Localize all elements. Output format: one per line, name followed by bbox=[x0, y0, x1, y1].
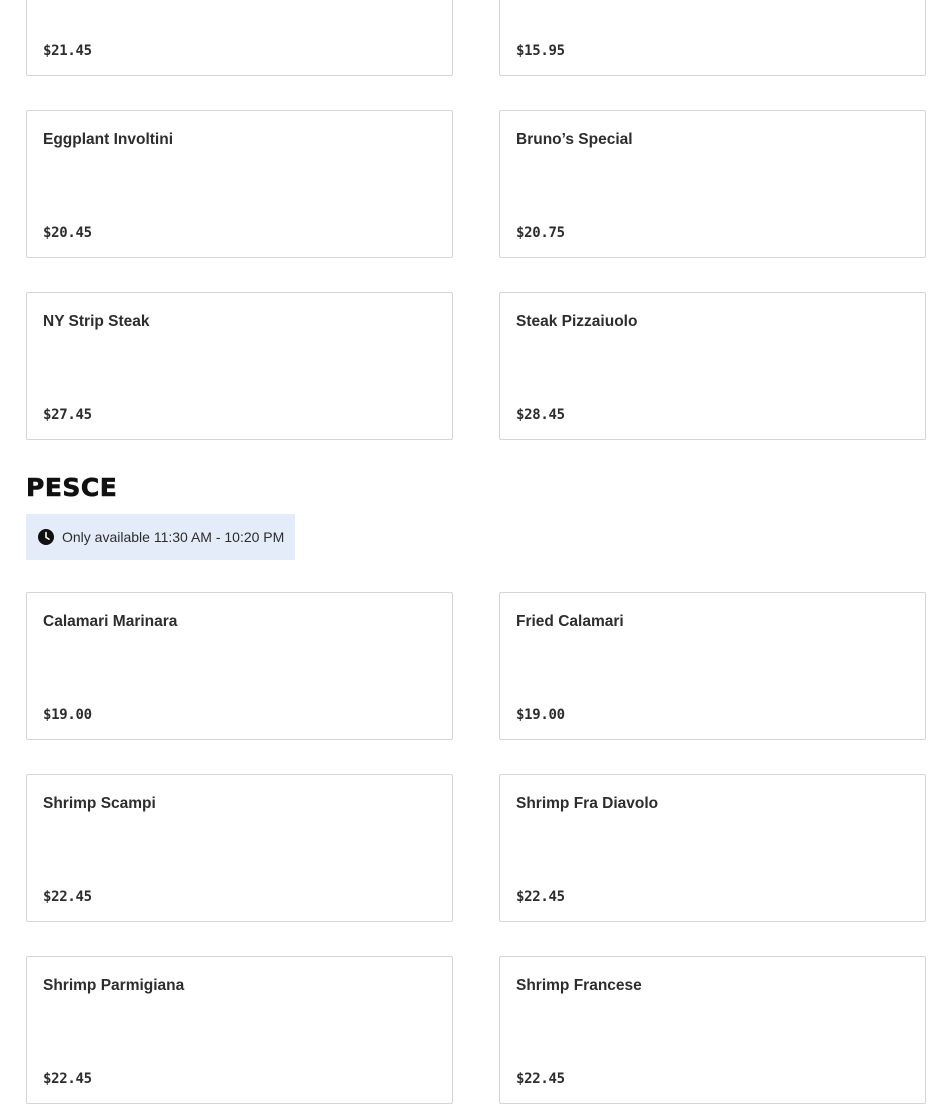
menu-item-price: $27.45 bbox=[43, 407, 92, 423]
menu-item-name: Shrimp Parmigiana bbox=[43, 977, 185, 994]
menu-item-price: $28.45 bbox=[516, 407, 565, 423]
menu-item-price: $20.75 bbox=[516, 225, 565, 241]
menu-item-name: Shrimp Fra Diavolo bbox=[516, 795, 659, 812]
menu-item-card[interactable] bbox=[26, 774, 453, 922]
menu-item-name: Eggplant Involtini bbox=[43, 131, 174, 148]
menu-item-price: $22.45 bbox=[43, 889, 92, 905]
menu-item-name: Steak Pizzaiuolo bbox=[516, 313, 638, 330]
menu-item-price: $20.45 bbox=[43, 225, 92, 241]
clock-icon bbox=[38, 529, 54, 545]
menu-item-name: Shrimp Scampi bbox=[43, 795, 156, 812]
menu-item-card[interactable] bbox=[26, 592, 453, 740]
menu-item-card[interactable] bbox=[499, 0, 926, 76]
menu-item-card[interactable] bbox=[499, 774, 926, 922]
menu-item-price: $21.45 bbox=[43, 43, 92, 59]
menu-item-price: $22.45 bbox=[43, 1071, 92, 1087]
menu-item-card[interactable] bbox=[26, 956, 453, 1104]
availability-banner bbox=[26, 514, 295, 560]
menu-item-price: $15.95 bbox=[516, 43, 565, 59]
menu-item-name: NY Strip Steak bbox=[43, 313, 150, 330]
section-title: PESCE bbox=[26, 473, 118, 502]
menu-item-card[interactable] bbox=[499, 592, 926, 740]
menu-item-price: $22.45 bbox=[516, 889, 565, 905]
menu-item-card[interactable] bbox=[26, 110, 453, 258]
menu-item-name: Fried Calamari bbox=[516, 613, 624, 630]
menu-item-name: Calamari Marinara bbox=[43, 613, 178, 630]
menu-item-card[interactable] bbox=[26, 292, 453, 440]
menu-item-name: Shrimp Francese bbox=[516, 977, 642, 994]
availability-text: Only available 11:30 AM - 10:20 PM bbox=[62, 529, 285, 545]
menu-item-card[interactable] bbox=[26, 0, 453, 76]
menu-item-price: $19.00 bbox=[43, 707, 92, 723]
menu-item-name: Bruno’s Special bbox=[516, 131, 633, 148]
menu-item-card[interactable] bbox=[499, 956, 926, 1104]
menu-item-card[interactable] bbox=[499, 110, 926, 258]
menu-item-price: $19.00 bbox=[516, 707, 565, 723]
menu-item-card[interactable] bbox=[499, 292, 926, 440]
menu-item-price: $22.45 bbox=[516, 1071, 565, 1087]
